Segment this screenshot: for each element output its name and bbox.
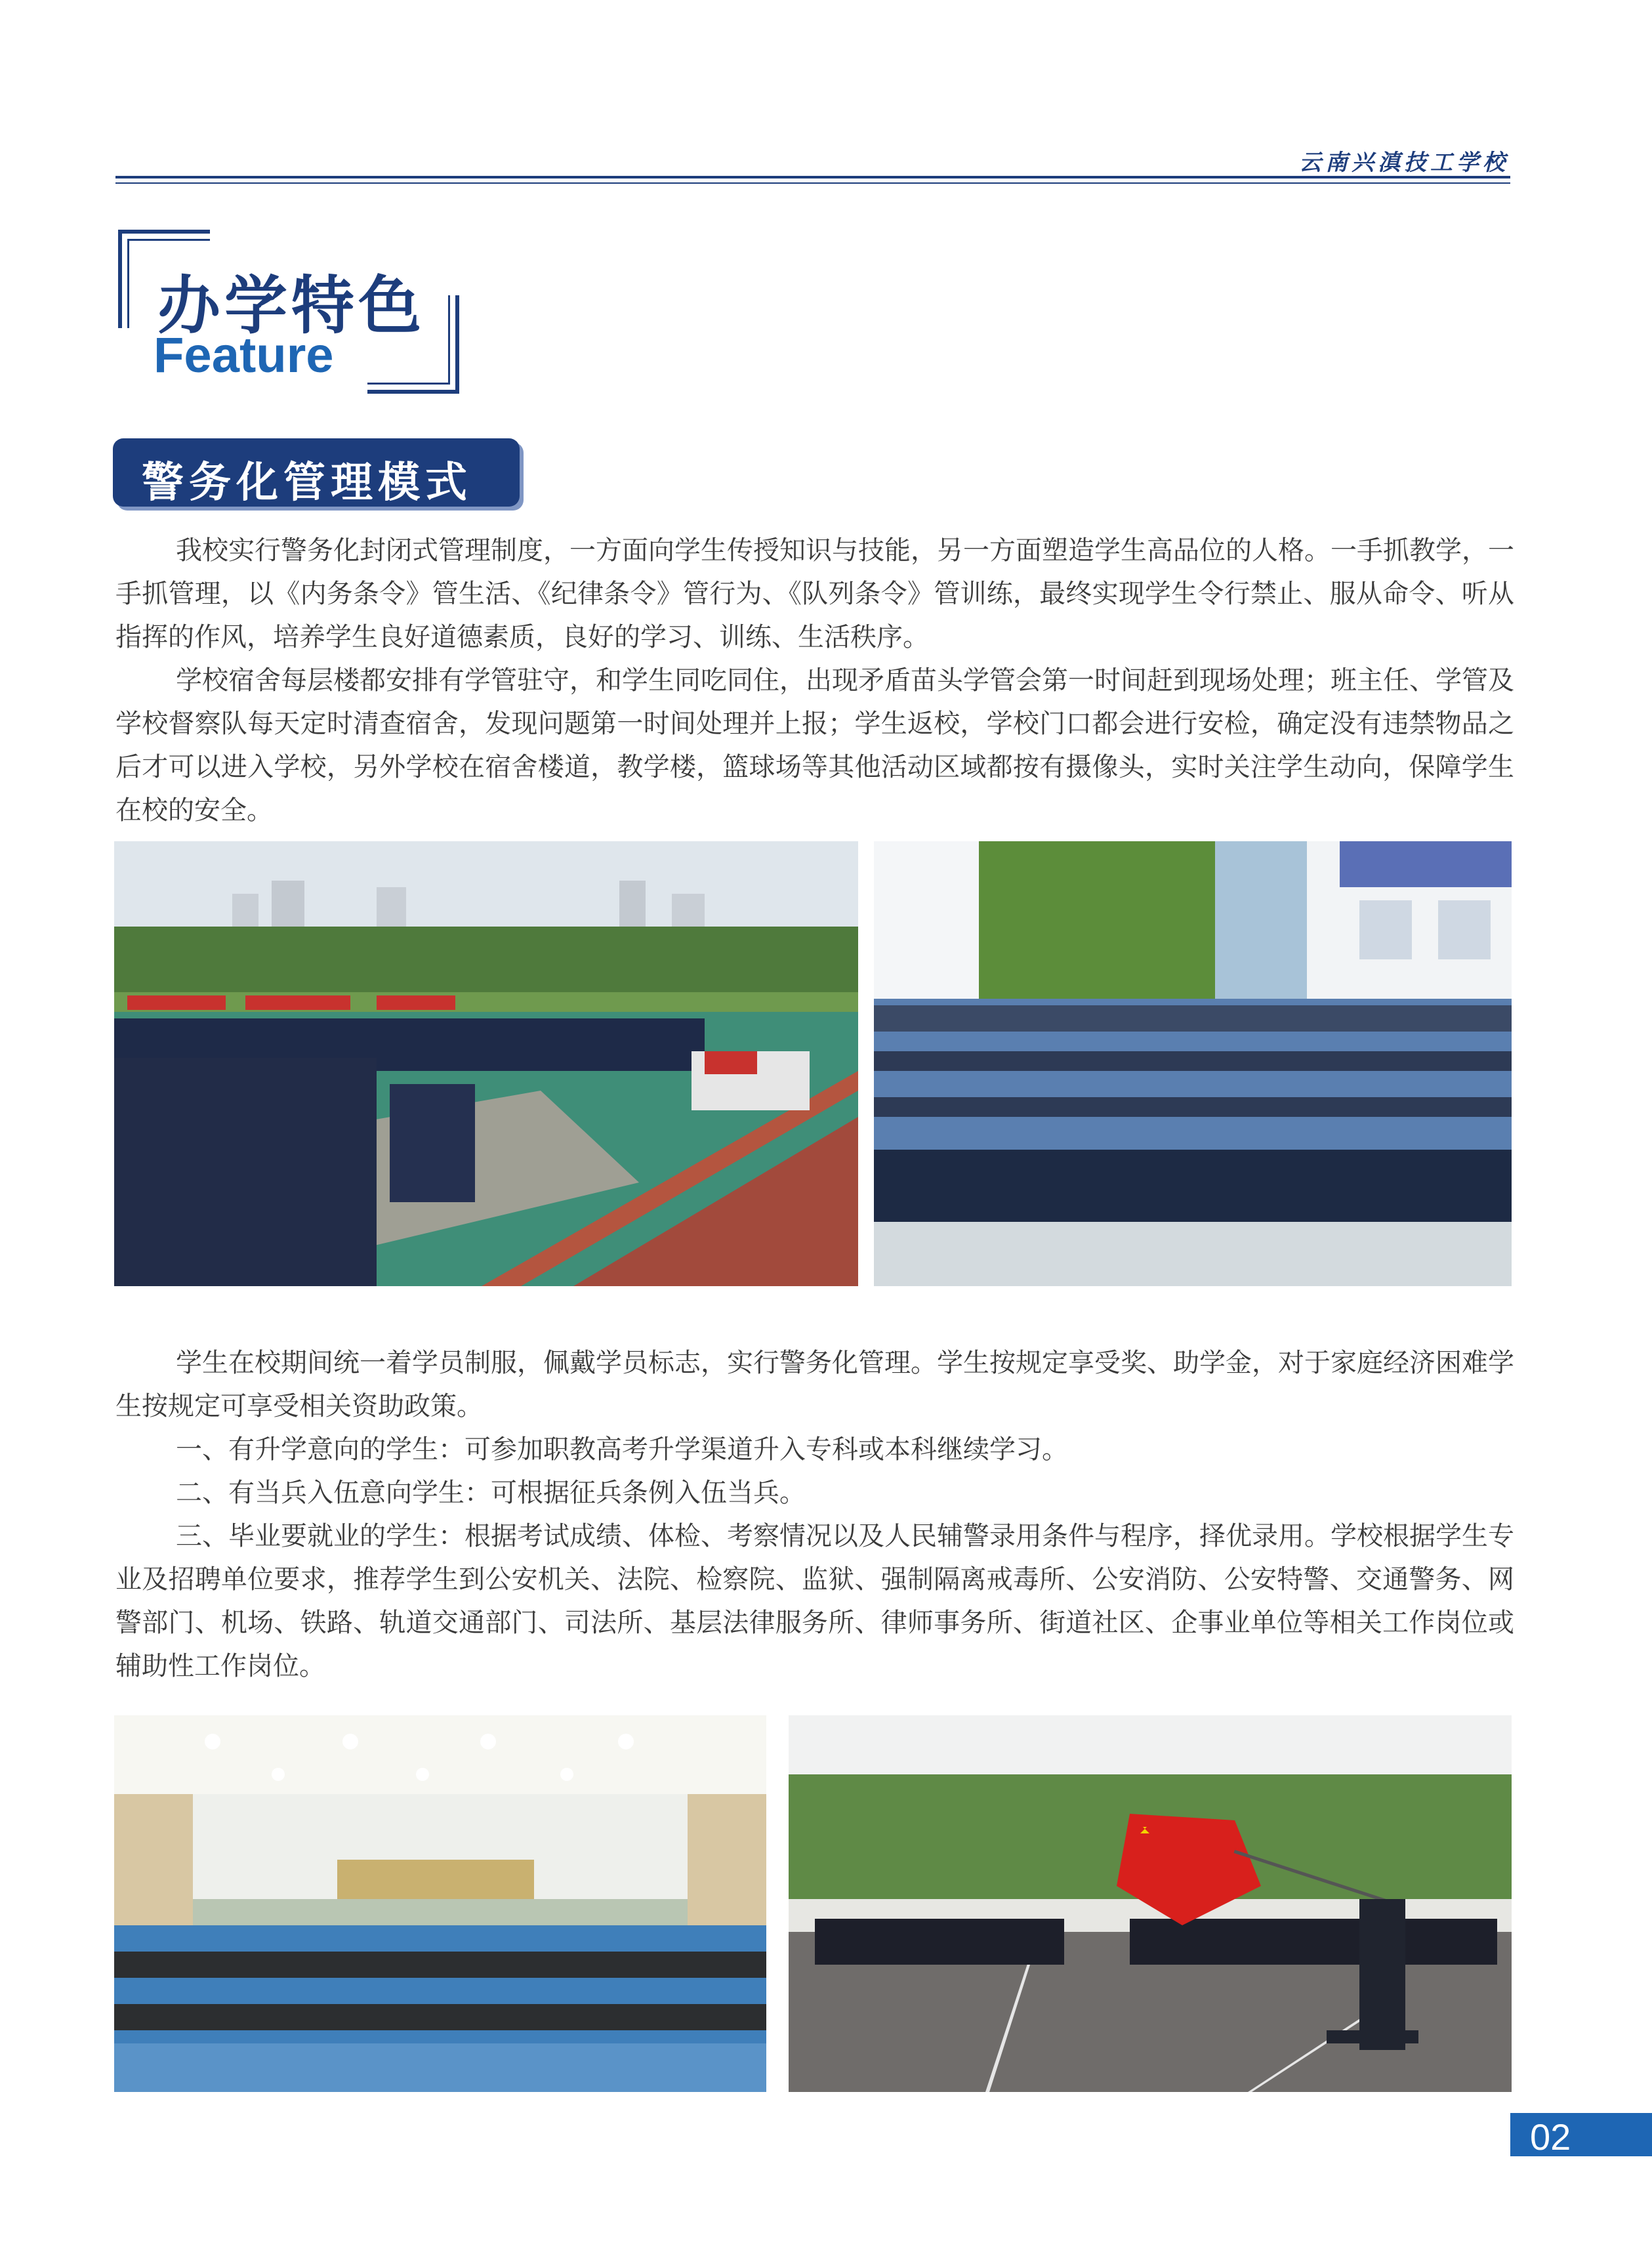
- header-rule-thick: [115, 176, 1510, 178]
- header-rule-thin: [115, 182, 1510, 184]
- frame-corner-line: [367, 383, 450, 385]
- page-title-cn: 办学特色: [157, 269, 425, 343]
- frame-corner-line: [455, 295, 459, 394]
- paragraph-4: 一、有升学意向的学生：可参加职教高考升学渠道升入专科或本科继续学习。: [176, 1434, 1068, 1465]
- photo-auditorium: [114, 1715, 766, 2092]
- frame-corner-line: [448, 295, 450, 385]
- section-heading-bar: [113, 438, 520, 507]
- frame-corner-line: [118, 230, 122, 328]
- frame-corner-line: [127, 239, 129, 328]
- paragraph-2: 学校宿舍每层楼都安排有学管驻守，和学生同吃同住，出现矛盾苗头学管会第一时间赶到现场处理；班主任、学管及学校督察队每天定时清查宿舍，发现问题第一时间处理并上报；学生返校，学校门口都会进行安检，确定没有违禁物品之后才可以进入学校，另外学校在宿舍楼道，教学楼，篮球场等其他活动区域都按有摄像头，实时关注学生动向，保障学生在校的安全。: [115, 665, 1514, 826]
- school-name-header: 云南兴滇技工学校: [1299, 150, 1509, 176]
- paragraph-5: 二、有当兵入伍意向学生：可根据征兵条例入伍当兵。: [176, 1478, 806, 1508]
- page-title-en: Feature: [154, 327, 334, 383]
- page-number-badge: [1510, 2113, 1652, 2156]
- photo-group-uniform: [874, 841, 1512, 1286]
- photo-parade-ground: [114, 841, 858, 1286]
- paragraph-3: 学生在校期间统一着学员制服，佩戴学员标志，实行警务化管理。学生按规定享受奖、助学金，对于家庭经济困难学生按规定可享受相关资助政策。: [115, 1348, 1514, 1421]
- frame-corner-line: [118, 230, 210, 234]
- section-heading: 警务化管理模式: [142, 459, 472, 507]
- frame-corner-line: [367, 390, 459, 394]
- paragraph-6: 三、毕业要就业的学生：根据考试成绩、体检、考察情况以及人民辅警录用条件与程序，择优录用。学校根据学生专业及招聘单位要求，推荐学生到公安机关、法院、检察院、监狱、强制隔离戒毒所、公安消防、公安特警、交通警务、网警部门、机场、铁路、轨道交通部门、司法所、基层法律服务所、律师事务所、街道社区、企事业单位等相关工作岗位或辅助性工作岗位。: [115, 1521, 1514, 1681]
- photo-flag-march: [789, 1715, 1512, 2092]
- frame-corner-line: [127, 239, 210, 241]
- paragraph-1: 我校实行警务化封闭式管理制度，一方面向学生传授知识与技能，另一方面塑造学生高品位的人格。一手抓教学，一手抓管理，以《内务条令》管生活、《纪律条令》管行为、《队列条令》管训练，最终实现学生令行禁止、服从命令、听从指挥的作风，培养学生良好道德素质，良好的学习、训练、生活秩序。: [115, 535, 1514, 652]
- title-frame: [118, 230, 459, 394]
- page-number: 02: [1530, 2116, 1571, 2158]
